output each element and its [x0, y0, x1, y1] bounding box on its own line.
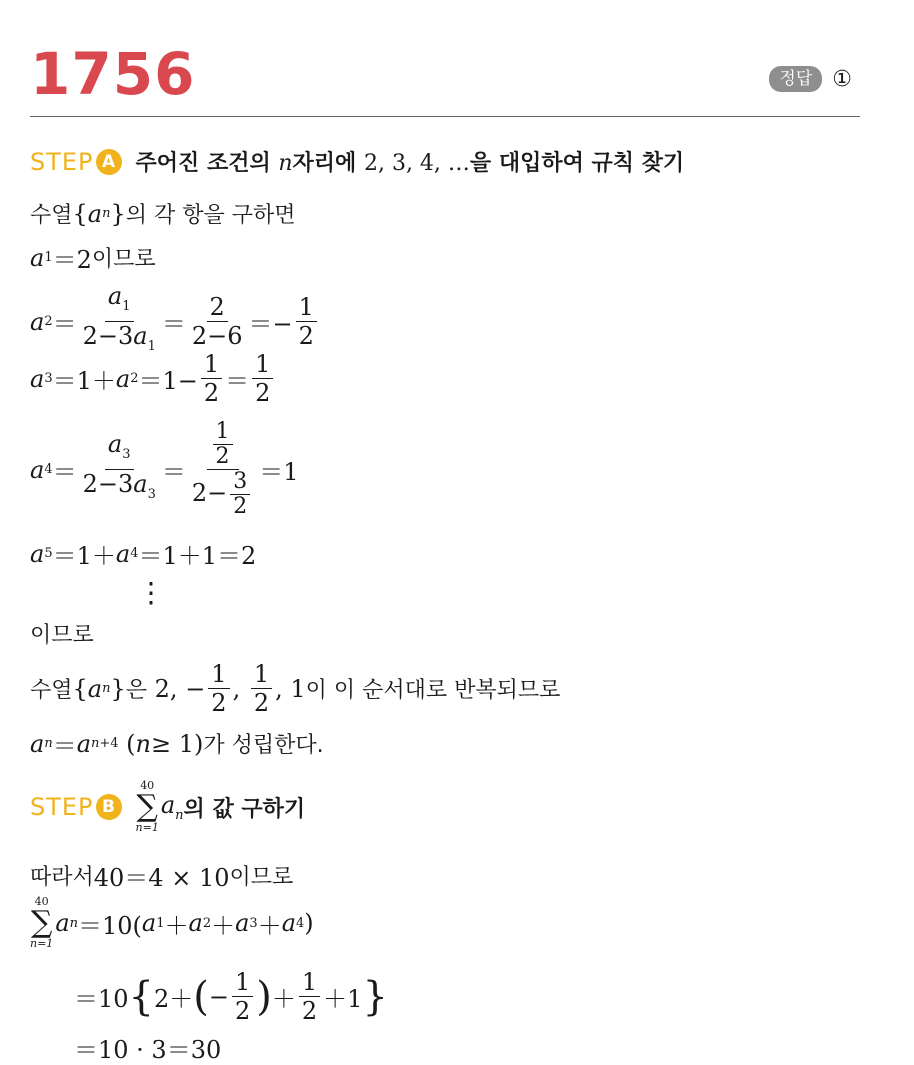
- period-count-line: 따라서 40＝4 × 10 이므로: [30, 864, 294, 892]
- step-word: STEP: [30, 793, 94, 821]
- vertical-ellipsis: ⋮: [137, 576, 165, 609]
- a5-line: a 5 ＝1＋ a 4 ＝1＋1＝2: [30, 539, 257, 570]
- step-b-heading: STEP B 40 ∑ n=1 $a_n$ 의 값 구하기: [30, 779, 306, 834]
- answer-box: [769, 66, 852, 92]
- step-b-title: 의 값 구하기: [183, 796, 306, 822]
- problem-header: [30, 36, 860, 116]
- period-line: a n ＝ a n+4 ( n ≥ 1) 가 성립한다.: [30, 729, 324, 760]
- problem-number: 1756: [30, 40, 196, 108]
- sum-line-1: 40 ∑ n=1 a n ＝10( a 1 ＋ a 2 ＋ a 3 ＋ a 4 ): [30, 895, 314, 950]
- sum-line-3: ＝10 · 3＝30: [74, 1036, 222, 1064]
- step-a-title: 주어진 조건의 n자리에 2, 3, 4, …을 대입하여 규칙 찾기: [135, 151, 685, 176]
- a3-line: a 3 ＝1＋ a 2 ＝1− $\frac{1}{2}$ ＝ $\frac{1}{2}$: [30, 350, 276, 407]
- a4-line: a 4 ＝ $\frac{a_3}{2-3a_3}$ ＝ $\frac{1}{2}$ 2− $\frac{3}{2}$ ＝1: [30, 419, 299, 519]
- a2-line: a 2 ＝ $\frac{a_1}{2-3a_1}$ ＝ $\frac{2}{2-6}$ ＝− $\frac{1}{2}$: [30, 282, 320, 361]
- answer-value: ①: [832, 66, 852, 92]
- conclude-line: 이므로: [30, 623, 94, 648]
- sigma-sum: 40 ∑ n=1: [135, 779, 159, 834]
- sum-line-2: ＝10 { 2＋ ( − $\frac{1}{2}$ ) ＋ $\frac{1}{2}$ ＋1 }: [74, 968, 388, 1025]
- step-word: STEP: [30, 147, 94, 176]
- a1-line: a 1 ＝2 이므로: [30, 243, 156, 274]
- repeat-line: 수열 { a n } 은 2, − $\frac{1}{2}$ , $\frac{1}{2}$ , 1 이 이 순서대로 반복되므로: [30, 660, 561, 717]
- step-a-heading: [30, 146, 684, 177]
- step-letter-a: A: [96, 149, 122, 175]
- header-divider: [30, 116, 860, 117]
- answer-badge: 정답: [769, 66, 822, 92]
- step-letter-b: B: [96, 794, 122, 820]
- sequence-intro: 수열 { a n } 의 각 항을 구하면: [30, 199, 296, 228]
